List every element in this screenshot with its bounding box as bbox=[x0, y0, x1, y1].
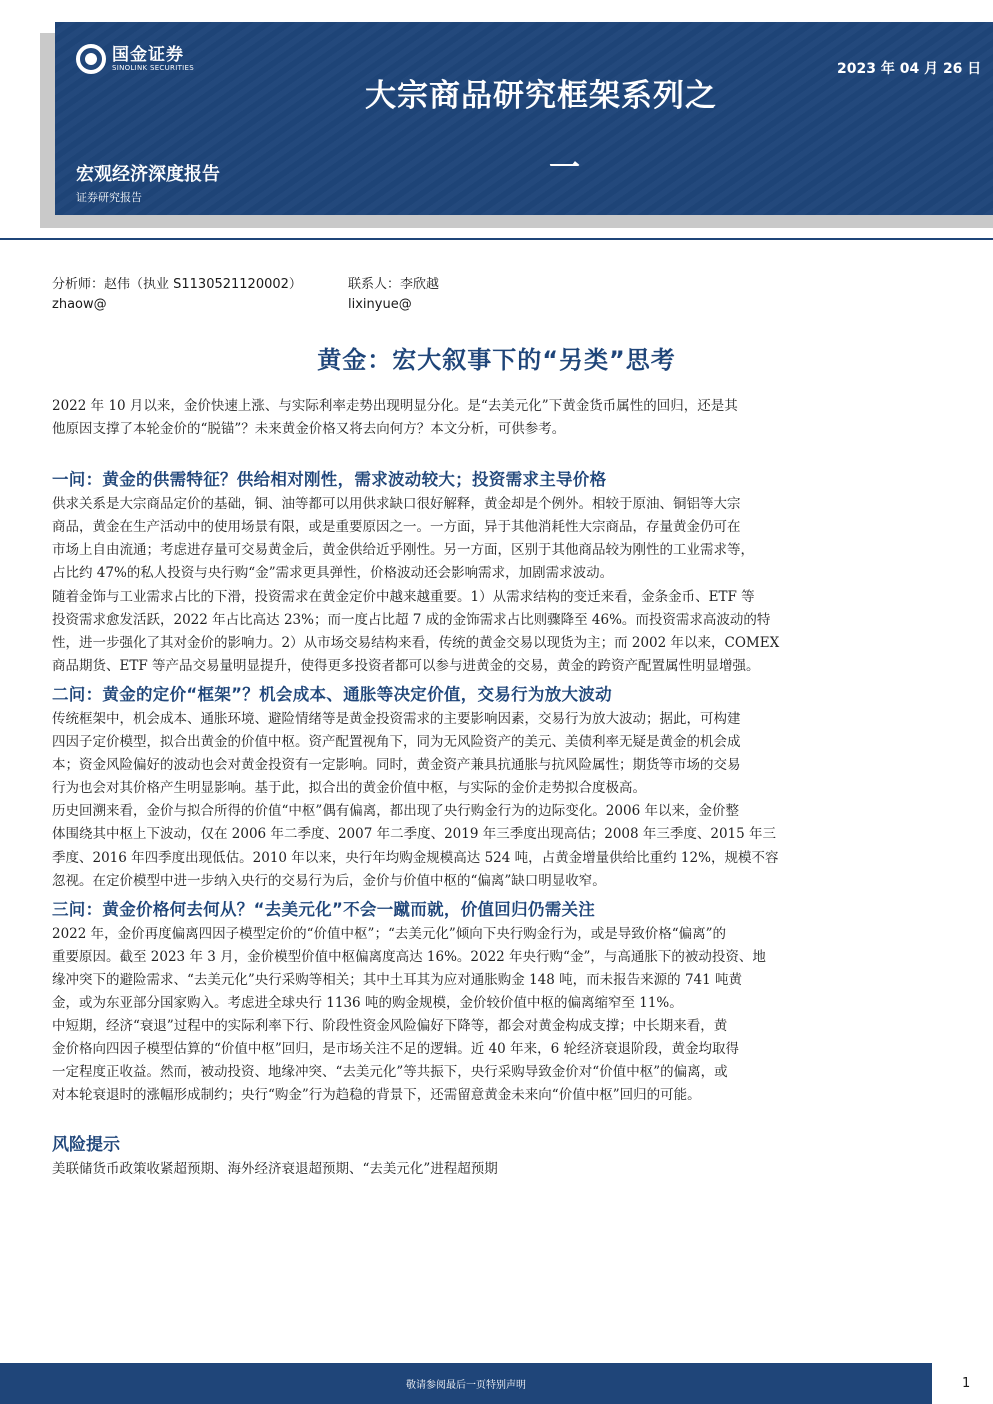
report-body bbox=[52, 395, 945, 1181]
page-number: 1 bbox=[962, 1376, 971, 1391]
analyst-name: 分析师：赵伟（执业 S1130521120002） bbox=[52, 277, 302, 292]
logo-mark-icon bbox=[76, 44, 106, 74]
analyst-info bbox=[52, 275, 302, 315]
risk-text: 美联储货币政策收紧超预期、海外经济衰退超预期、“去美元化”进程超预期 bbox=[52, 1161, 498, 1178]
body-paragraph: 中短期，经济“衰退”过程中的实际利率下行、阶段性资金风险偏好下降等，都会对黄金构成支撑；中长期来看，黄 金价格向四因子模型估算的“价值中枢”回归，是市场关注不足的逻辑。近 40 年来，6 轮经济衰退阶段，黄金均取得 一定程度正收益。然而，被动投资、地缘冲突、“去美元化”等共振下，央行采购导致金价对“价值中枢”的偏离，或 对本轮衰退时的涨幅形成制约；央行“购金”行为趋稳的背景下，还需留意黄金未来向“价值中枢”回归的可能。 bbox=[52, 1018, 739, 1104]
report-type: 宏观经济深度报告 bbox=[76, 164, 220, 185]
contact-name: 联系人：李欣越 bbox=[348, 277, 440, 292]
contact-info bbox=[348, 275, 439, 315]
body-paragraph: 随着金饰与工业需求占比的下滑，投资需求在黄金定价中越来越重要。1）从需求结构的变迁来看，金条金币、ETF 等 投资需求愈发活跃，2022 年占比高达 23%；而一度占比超 7 成的金饰需求占比则骤降至 46%。而投资需求高波动的特 性，进一步强化了其对金价的影响力。2）从市场交易结构来看，传统的黄金交易以现货为主；而 2002 年以来，COMEX 商品期货、ETF 等产品交易量明显提升，使得更多投资者都可以参与进黄金的交易，黄金的跨资产配置属性明显增强。 bbox=[52, 588, 780, 674]
body-paragraph: 传统框架中，机会成本、通胀环境、避险情绪等是黄金投资需求的主要影响因素，交易行为放大波动；据此，可构建 四因子定价模型，拟合出黄金的价值中枢。资产配置视角下，同为无风险资产的美元、美债利率无疑是黄金的机会成 本；资金风险偏好的波动也会对黄金投资有一定影响。同时，黄金资产兼具抗通胀与抗风险属性；期货等市场的交易 行为也会对其价格产生明显影响。基于此，拟合出的黄金价值中枢，与实际的金价走势拟合度极高。 bbox=[52, 710, 741, 797]
header-divider bbox=[0, 238, 993, 240]
report-subtype: 证券研究报告 bbox=[76, 191, 142, 204]
body-paragraph: 供求关系是大宗商品定价的基础，铜、油等都可以用供求缺口很好解释，黄金却是个例外。相较于原油、铜铝等大宗 商品，黄金在生产活动中的使用场景有限，或是重要原因之一。一方面，异于其他消耗性大宗商品，存量黄金仍可在 市场上自由流通；考虑进存量可交易黄金后，黄金供给近乎刚性。另一方面，区别于其他商品较为刚性的工业需求等， 占比约 47%的私人投资与央行购“金”需求更具弹性，价格波动还会影响需求，加剧需求波动。 bbox=[52, 496, 754, 582]
risk-section bbox=[52, 1133, 945, 1181]
section-2 bbox=[52, 682, 945, 893]
body-paragraph: 2022 年，金价再度偏离四因子模型定价的“价值中枢”；“去美元化”倾向下央行购金行为，或是导致价格“偏离”的 重要原因。截至 2023 年 3 月，金价模型价值中枢偏离度高达 16%。2022 年央行购“金”，与高通胀下的被动投资、地 缘冲突下的避险需求、“去美元化”央行采购等相关；其中土耳其为应对通胀购金 148 吨，而未报告来源的 741 吨黄 金，或为东亚部分国家购入。考虑进全球央行 1136 吨的购金规模，金价较价值中枢的偏离缩窄至 11%。 bbox=[52, 925, 766, 1011]
footer-disclaimer-notice: 敬请参阅最后一页特别声明 bbox=[406, 1380, 526, 1391]
report-date: 2023 年 04 月 26 日 bbox=[837, 61, 982, 77]
series-title: 大宗商品研究框架系列之 bbox=[365, 78, 717, 114]
series-number: 一 bbox=[549, 150, 580, 186]
analyst-email[interactable]: zhaow@ bbox=[52, 297, 107, 312]
header-banner bbox=[55, 22, 993, 215]
logo-text bbox=[112, 46, 194, 73]
report-title: 黄金：宏大叙事下的“另类”思考 bbox=[317, 346, 676, 374]
logo-name-cn: 国金证券 bbox=[112, 44, 184, 65]
risk-heading: 风险提示 bbox=[52, 1135, 120, 1156]
company-logo bbox=[76, 44, 194, 74]
section-1 bbox=[52, 467, 945, 678]
logo-name-en: SINOLINK SECURITIES bbox=[112, 63, 194, 72]
section-heading: 一问：黄金的供需特征？供给相对刚性，需求波动较大；投资需求主导价格 bbox=[52, 470, 607, 490]
intro-paragraph: 2022 年 10 月以来，金价快速上涨、与实际利率走势出现明显分化。是“去美元化”下黄金货币属性的回归，还是其 他原因支撑了本轮金价的“脱锚”？未来黄金价格又将去向何方？本文分析，可供参考。 bbox=[52, 398, 738, 438]
section-3 bbox=[52, 897, 945, 1108]
section-heading: 二问：黄金的定价“框架”？机会成本、通胀等决定价值，交易行为放大波动 bbox=[52, 684, 612, 704]
contact-email[interactable]: lixinyue@ bbox=[348, 297, 412, 312]
section-heading: 三问：黄金价格何去何从？“去美元化”不会一蹴而就，价值回归仍需关注 bbox=[52, 899, 596, 919]
body-paragraph: 历史回溯来看，金价与拟合所得的价值“中枢”偶有偏离，都出现了央行购金行为的边际变化。2006 年以来，金价整 体围绕其中枢上下波动，仅在 2006 年二季度、2007 年二季度、2019 年三季度出现高估；2008 年三季度、2015 年三 季度、2016 年四季度出现低估。2010 年以来，央行年均购金规模高达 524 吨，占黄金增量供给比重约 12%，规模不容 忽视。在定价模型中进一步纳入央行的交易行为后，金价与价值中枢的“偏离”缺口明显收窄。 bbox=[52, 803, 779, 889]
